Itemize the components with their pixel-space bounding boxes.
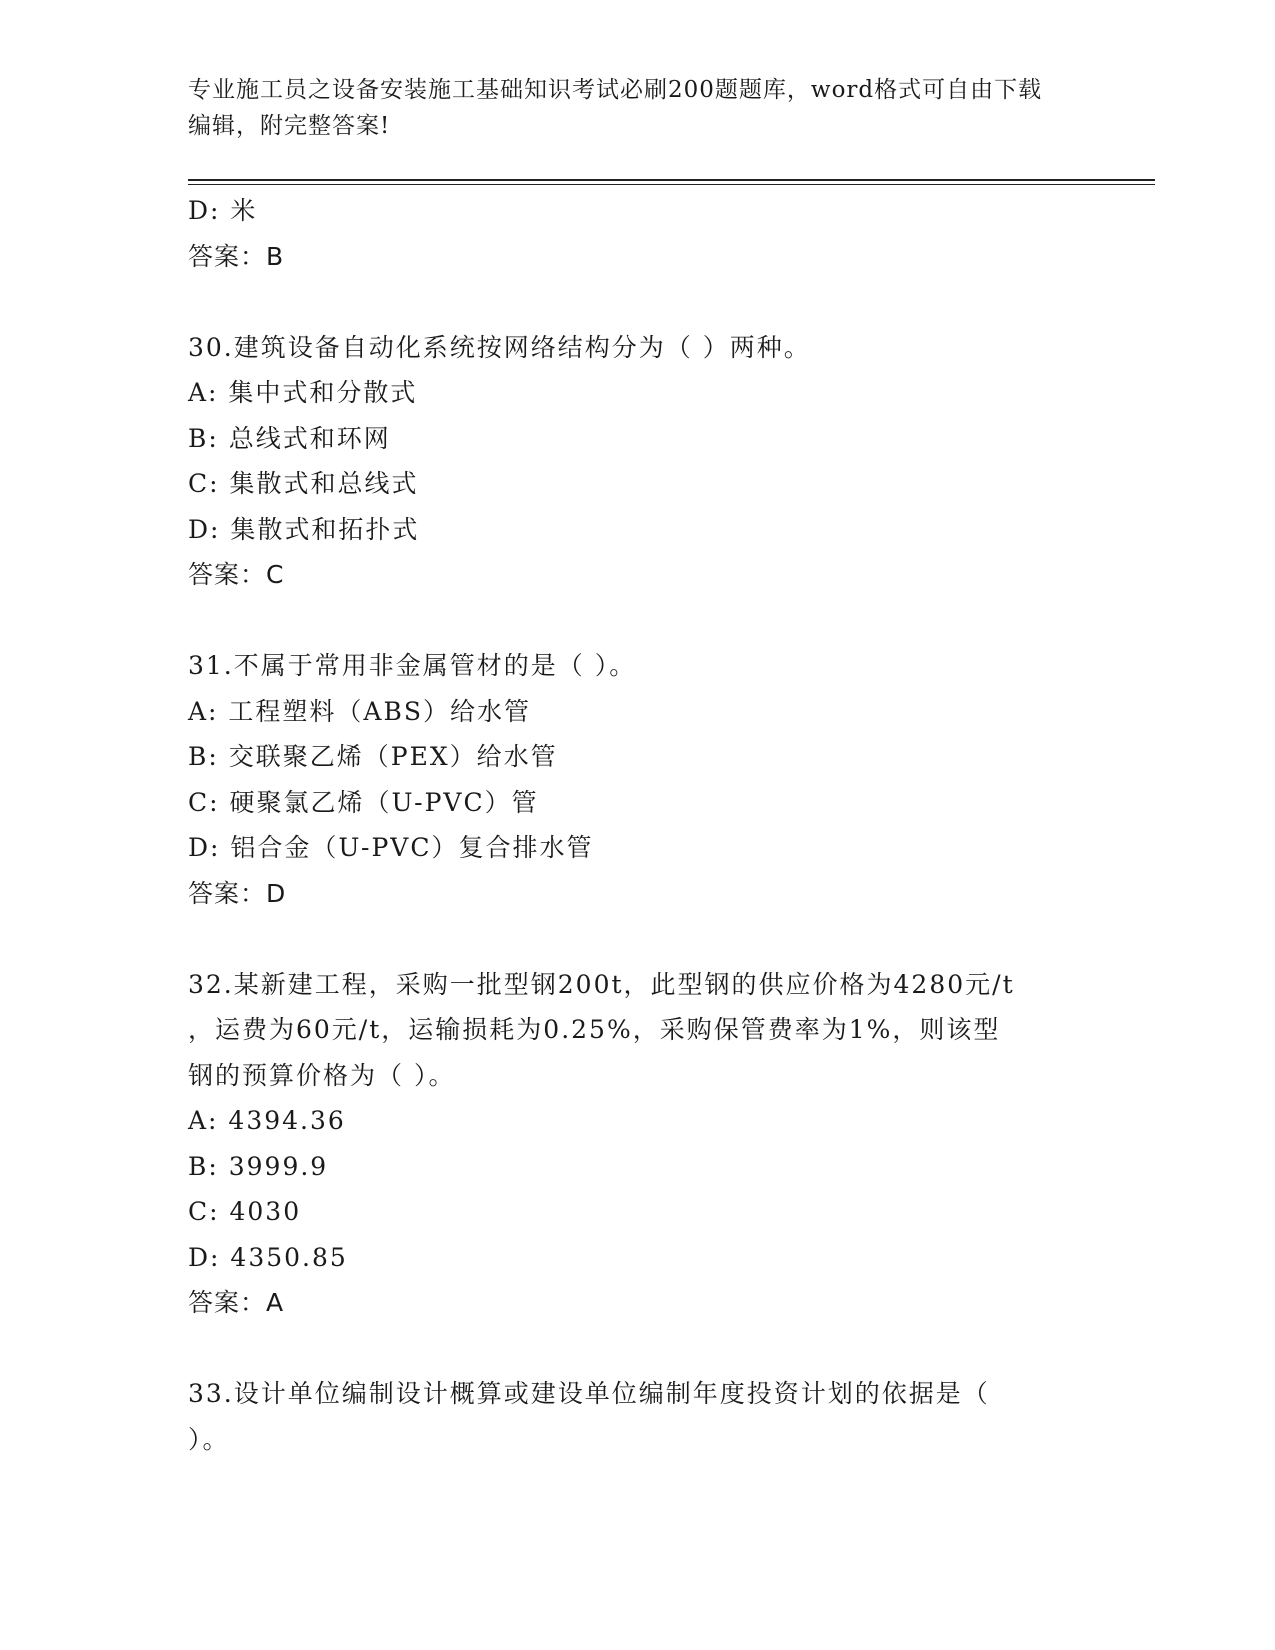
- option-d: D: 米: [188, 196, 258, 225]
- spacer: [188, 598, 1088, 644]
- option-d: D: 4350.85: [188, 1242, 348, 1272]
- option-a: A: 集中式和分散式: [188, 378, 418, 407]
- answer-line: 答案：D: [188, 878, 287, 908]
- option-a: A: 4394.36: [188, 1106, 346, 1135]
- question-32: [188, 962, 1088, 1326]
- option-c: C: 硬聚氯乙烯（U-PVC）管: [188, 787, 539, 817]
- option-c: C: 集散式和总线式: [188, 469, 419, 498]
- answer-line: 答案：A: [188, 1288, 285, 1317]
- answer-line: 答案：C: [188, 560, 285, 589]
- spacer: [188, 916, 1088, 962]
- question-stem-line-1: 32.某新建工程，采购一批型钢200t，此型钢的供应价格为4280元/t: [188, 969, 1015, 999]
- option-a: A: 工程塑料（ABS）给水管: [188, 696, 531, 726]
- question-29-tail: [188, 188, 1088, 279]
- question-stem: 30.建筑设备自动化系统按网络结构分为（ ）两种。: [188, 332, 811, 362]
- answer-line: 答案：B: [188, 241, 285, 271]
- question-stem-line-2: ）。: [188, 1424, 230, 1454]
- page-header: [188, 72, 1068, 144]
- header-title-line-1: 专业施工员之设备安装施工基础知识考试必刷200题题库，word格式可自由下载: [188, 77, 1043, 103]
- question-31: [188, 643, 1088, 916]
- question-33: [188, 1371, 1088, 1462]
- option-d: D: 集散式和拓扑式: [188, 514, 420, 544]
- question-stem-line-1: 33.设计单位编制设计概算或建设单位编制年度投资计划的依据是（: [188, 1379, 990, 1408]
- header-divider-thin: [188, 184, 1155, 185]
- document-body: [188, 188, 1088, 1462]
- option-b: B: 交联聚乙烯（PEX）给水管: [188, 742, 558, 771]
- spacer: [188, 1326, 1088, 1372]
- question-stem-line-3: 钢的预算价格为（ ）。: [188, 1060, 456, 1090]
- question-stem-line-2: ，运费为60元/t，运输损耗为0.25%，采购保管费率为1%，则该型: [188, 1015, 1001, 1044]
- header-divider-thick: [188, 179, 1155, 181]
- question-30: [188, 325, 1088, 598]
- question-stem: 31.不属于常用非金属管材的是（ ）。: [188, 651, 637, 680]
- spacer: [188, 279, 1088, 325]
- option-c: C: 4030: [188, 1197, 302, 1226]
- header-title-line-2: 编辑，附完整答案!: [188, 113, 391, 139]
- option-d: D: 铝合金（U-PVC）复合排水管: [188, 833, 594, 862]
- option-b: B: 3999.9: [188, 1151, 329, 1181]
- option-b: B: 总线式和环网: [188, 423, 391, 453]
